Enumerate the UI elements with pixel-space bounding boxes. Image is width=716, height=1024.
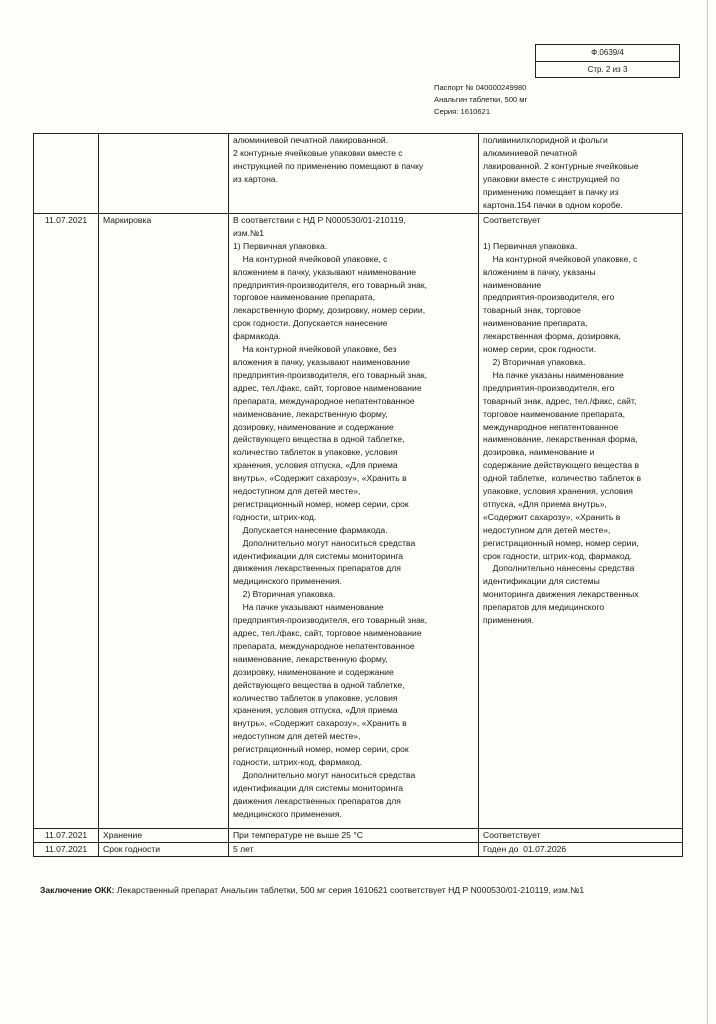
result-cell: Годен до 01.07.2026 (479, 843, 683, 857)
date-cell (34, 134, 99, 214)
requirement-cell: алюминиевой печатной лакированной. 2 контурные ячейковые упаковки вместе с инструкцией по применению помещают в пачку из картона. (229, 134, 479, 214)
requirement-cell: При температуре не выше 25 °С (229, 829, 479, 843)
conclusion-label: Заключение ОКК: (40, 885, 115, 895)
result-cell: Соответствует 1) Первичная упаковка. На контурной ячейковой упаковке, с вложением в пачку, указаны наименование предприятия-производителя, его товарный знак, торговое наименование препарата, лекарственная форма, дозировка, номер серии, срок годности. 2) Вторичная упаковка. На пачке указаны наименование предприятия-производителя, его товарный знак, адрес, тел./факс, сайт, торговое наименование препарата, международное непатентованное наименование, лекарственная форма, дозировка, наименование и содержание действующего вещества в одной таблетке, количество таблеток в упаковке, условия хранения, условия отпуска, «Для приема внутрь», «Содержит сахарозу», «Хранить в недоступном для детей месте», регистрационный номер, номер серии, срок годности, штрих-код, фармакод. Дополнительно нанесены средства идентификации для системы мониторинга движения лекарственных препаратов для медицинского применения. (479, 214, 683, 829)
parameter-cell (99, 134, 229, 214)
table-row (34, 134, 683, 214)
conclusion (40, 883, 640, 897)
parameter-cell: Маркировка (99, 214, 229, 829)
table-row (34, 843, 683, 857)
form-code: Ф.0639/4 (591, 48, 624, 57)
page-number: Стр. 2 из 3 (536, 61, 679, 78)
requirement-cell: В соответствии с НД Р N000530/01-210119, изм.№1 1) Первичная упаковка. На контурной ячейковой упаковке, с вложением в пачку, указывают наименование предприятия-производителя, его товарный знак, торговое наименование препарата, лекарственную форму, дозировку, номер серии, срок годности. Допускается нанесение фармакода. На контурной ячейковой упаковке, без вложения в пачку, указывают наименование предприятия-производителя, его товарный знак, адрес, тел./факс, сайт, торговое наименование препарата, международное непатентованное наименование, лекарственную форму, дозировку, наименование и содержание действующего вещества в одной таблетке, количество таблеток в упаковке, условия хранения, условия отпуска, «Для приема внутрь», «Содержит сахарозу», «Хранить в недоступном для детей месте», регистрационный номер, номер серии, срок годности, штрих-код. Допускается нанесение фармакода. Дополнительно могут наноситься средства идентификации для системы мониторинга движения лекарственных препаратов для медицинского применения. 2) Вторичная упаковка. На пачке указывают наименование предприятия-производителя, его товарный знак, адрес, тел./факс, сайт, торговое наименование препарата, международное непатентованное наименование, лекарственную форму, дозировку, наименование и содержание действующего вещества в одной таблетке, количество таблеток в упаковке, условия хранения, условия отпуска, «Для приема внутрь», «Содержит сахарозу», «Хранить в недоступном для детей месте», регистрационный номер, номер серии, срок годности, штрих-код, фармакод. Дополнительно могут наноситься средства идентификации для системы мониторинга движения лекарственных препаратов для медицинского применения. (229, 214, 479, 829)
result-cell: поливинилхлоридной и фольги алюминиевой печатной лакированной. 2 контурные ячейковые упаковки вместе с инструкцией по применению помещает в пачку из картона.154 пачки в одном коробе. (479, 134, 683, 214)
product-name: Анальгин таблетки, 500 мг (434, 95, 528, 104)
passport-header (434, 82, 527, 118)
conclusion-text: Лекарственный препарат Анальгин таблетки, 500 мг серия 1610621 соответствует НД Р N000530/01-210119, изм.№1 (114, 885, 585, 895)
form-info-box (535, 44, 680, 78)
requirement-cell: 5 лет (229, 843, 479, 857)
result-cell: Соответствует (479, 829, 683, 843)
series-number: Серия: 1610621 (434, 107, 491, 116)
parameter-cell: Срок годности (99, 843, 229, 857)
scan-edge-line (707, 0, 708, 1024)
date-cell: 11.07.2021 (34, 829, 99, 843)
date-cell: 11.07.2021 (34, 843, 99, 857)
quality-control-table (33, 133, 683, 857)
date-cell: 11.07.2021 (34, 214, 99, 829)
parameter-cell: Хранение (99, 829, 229, 843)
table-row (34, 829, 683, 843)
passport-number: Паспорт № 040000249980 (434, 83, 527, 92)
table-row (34, 214, 683, 829)
